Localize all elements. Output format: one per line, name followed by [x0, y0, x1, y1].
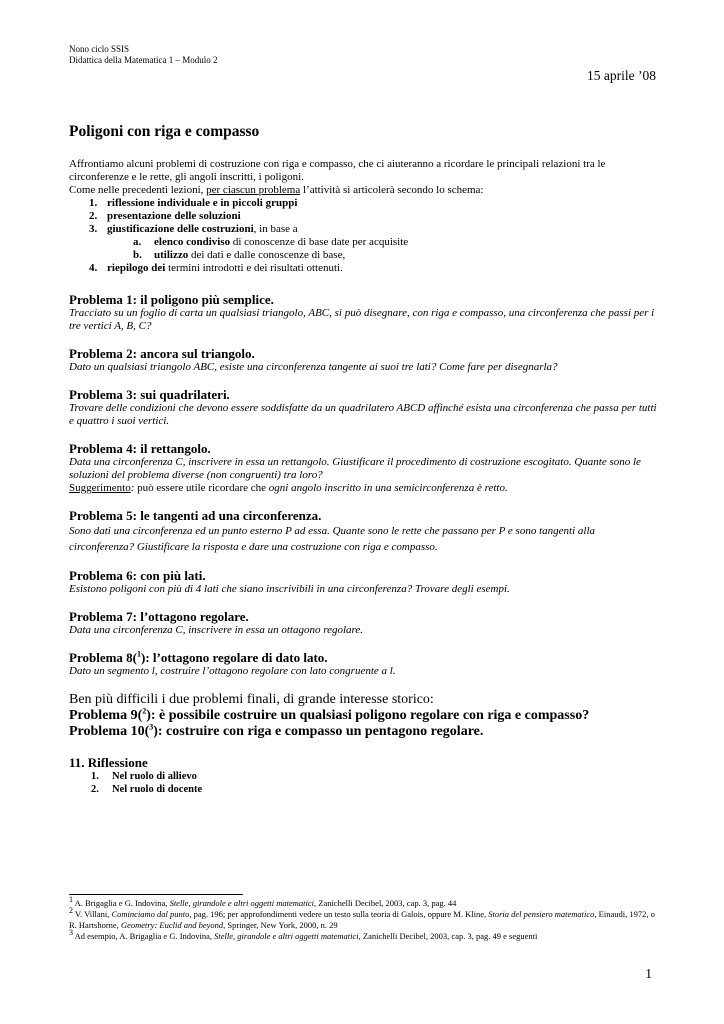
footnote-text: Zanichelli Decibel, 2003, cap. 3, pag. 49 e seguenti	[360, 931, 538, 941]
header-line-2: Didattica della Matematica 1 – Modulo 2	[69, 55, 218, 65]
problem-description: Data una circonferenza C, inscrivere in essa un ottagono regolare.	[69, 624, 364, 636]
reflection-section	[69, 755, 661, 796]
problem-description: Dato un qualsiasi triangolo ABC, esiste una circonferenza tangente ai suoi tre lati? Come fare per disegnarla?	[69, 361, 558, 373]
footnote-3	[69, 928, 657, 942]
problem-title: Problema 5: le tangenti ad una circonferenza.	[69, 508, 322, 523]
step-item	[69, 197, 661, 210]
page-header	[69, 44, 217, 66]
substep-item	[69, 249, 661, 262]
problem-description: Dato un segmento l, costruire l’ottagono regolare con lato congruente a l.	[69, 665, 396, 677]
hint-label: Suggerimento	[69, 482, 131, 494]
footnote-text: Zanichelli Decibel, 2003, cap. 3, pag. 44	[316, 898, 457, 908]
substep-number: b.	[133, 249, 142, 261]
substep-number: a.	[133, 236, 142, 248]
reflection-list	[69, 770, 661, 796]
problem-9	[69, 708, 661, 724]
hint-colon: :	[130, 482, 135, 494]
title-part: ): l’ottagono regolare di dato lato.	[141, 650, 328, 665]
step-item	[69, 262, 661, 275]
footnote-ref: 1	[137, 649, 141, 659]
problem-5	[69, 508, 661, 555]
footnote-italic: Stelle, girandole e altri oggetti matematici,	[169, 898, 317, 908]
intro-underlined: per ciascun problema	[206, 184, 301, 196]
intro-text: Come nelle precedenti lezioni,	[69, 184, 207, 196]
step-bold: riflessione individuale e in piccoli gruppi	[107, 197, 298, 209]
step-bold: riepilogo dei	[107, 262, 166, 274]
intro-paragraph: Affrontiamo alcuni problemi di costruzione con riga e compasso, che ci aiuteranno a ricordare le principali relazioni tra le circonferenze e le rette, gli angoli inscritti, i poligoni.	[69, 158, 606, 183]
header-line-1: Nono ciclo SSIS	[69, 44, 130, 54]
step-number: 2.	[89, 210, 98, 222]
step-item	[69, 223, 661, 262]
step-bold: giustificazione delle costruzioni	[107, 223, 254, 235]
footnote-text: A. Brigaglia e G. Indovina,	[73, 898, 170, 908]
problem-title: Problema 7: l’ottagono regolare.	[69, 609, 249, 624]
intro-scheme-line	[69, 184, 661, 197]
problem-10	[69, 724, 661, 740]
footnote-italic: Stelle, girandole e altri oggetti matematici,	[214, 931, 361, 941]
problem-1	[69, 292, 661, 333]
footnote-italic: Storia del pensiero matematico,	[488, 909, 597, 919]
footnote-2	[69, 906, 657, 931]
reflection-title: 11. Riflessione	[69, 755, 148, 770]
title-part: ): è possibile costruire un qualsiasi poligono regolare con riga e compasso?	[146, 708, 590, 723]
step-rest: termini introdotti e dei risultati ottenuti.	[165, 262, 343, 274]
page-number: 1	[645, 966, 652, 981]
step-bold: presentazione delle soluzioni	[107, 210, 241, 222]
substep-bold: utilizzo	[154, 249, 189, 261]
footnote-ref: 2	[142, 706, 147, 716]
reflection-item	[69, 770, 661, 783]
substep-bold: elenco condiviso	[154, 236, 231, 248]
problem-7	[69, 609, 661, 637]
footnotes	[69, 895, 657, 942]
hint-italic: ogni angolo inscritto in una semicirconferenza è retto.	[268, 482, 508, 494]
problem-8	[69, 650, 661, 678]
problem-hint	[69, 482, 661, 495]
problem-title: Problema 3: sui quadrilateri.	[69, 387, 230, 402]
footnote-ref: 3	[149, 722, 154, 732]
title-part: Problema 10(	[69, 724, 150, 739]
step-number: 3.	[89, 223, 98, 235]
problem-2	[69, 346, 661, 374]
footnote-italic: Cominciamo dal punto	[111, 909, 190, 919]
item-text: Nel ruolo di docente	[112, 784, 203, 795]
title-part: Problema 9(	[69, 708, 143, 723]
reflection-item	[69, 783, 661, 796]
footnote-text: Einaudi, 1972, o R. Hartshorne,	[69, 909, 655, 930]
problem-4	[69, 441, 661, 495]
intro-text: l’attività si articolerà secondo lo schema:	[300, 184, 484, 196]
intro-section	[69, 158, 661, 275]
footnote-number: 2	[69, 906, 73, 916]
finals-intro: Ben più difficili i due problemi finali, di grande interesse storico:	[69, 692, 434, 707]
problem-title: Problema 4: il rettangolo.	[69, 441, 211, 456]
main-content	[69, 123, 661, 796]
problem-title	[69, 650, 661, 665]
substep-rest: dei dati e dalle conoscenze di base,	[188, 249, 346, 261]
document-date: 15 aprile ’08	[587, 68, 656, 83]
hint-text: può essere utile ricordare che	[134, 482, 269, 494]
problem-description: Sono dati una circonferenza ed un punto esterno P ad essa. Quante sono le rette che passano per P e sono tangenti alla circonferenza? Giustificare la risposta e dare una costruzione con riga e compasso.	[69, 525, 596, 553]
step-rest: , in base a	[253, 223, 298, 235]
footnote-text: Ad esempio, A. Brigaglia e G. Indovina,	[73, 931, 215, 941]
steps-list	[69, 197, 661, 275]
footnote-number: 3	[69, 928, 73, 938]
substep-rest: di conoscenze di base date per acquisite	[230, 236, 409, 248]
footnote-1	[69, 895, 657, 909]
problem-description: Trovare delle condizioni che devono essere soddisfatte da un quadrilatero ABCD affinché esista una circonferenza che passa per tutti e quattro i suoi vertici.	[69, 402, 657, 427]
footnote-number: 1	[69, 895, 73, 905]
problem-title: Problema 2: ancora sul triangolo.	[69, 346, 255, 361]
substeps-list	[69, 236, 661, 262]
item-number: 1.	[91, 771, 99, 782]
title-part: ): costruire con riga e compasso un pentagono regolare.	[153, 724, 484, 739]
step-number: 4.	[89, 262, 98, 274]
item-number: 2.	[91, 784, 99, 795]
footnote-divider	[69, 894, 243, 895]
final-problems	[69, 692, 661, 740]
problem-description: Esistono poligoni con più di 4 lati che siano inscrivibili in una circonferenza? Trovare degli esempi.	[69, 583, 510, 595]
step-item	[69, 210, 661, 223]
footnote-text: V. Villani,	[73, 909, 112, 919]
problem-3	[69, 387, 661, 428]
step-number: 1.	[89, 197, 98, 209]
item-text: Nel ruolo di allievo	[112, 771, 197, 782]
footnote-text: , Springer, New York, 2000, n. 29	[223, 920, 338, 930]
footnote-italic: Geometry: Euclid and beyond	[120, 920, 224, 930]
problem-title: Problema 6: con più lati.	[69, 568, 206, 583]
problem-description: Data una circonferenza C, inscrivere in essa un rettangolo. Giustificare il procedimento di costruzione escogitato. Quante sono le soluzioni del problema diverse (non congruenti) tra loro?	[69, 456, 641, 481]
footnote-text: , pag. 196; per approfondimenti vedere un testo sulla teoria di Galois, oppure M. Kline,	[189, 909, 489, 919]
page-title: Poligoni con riga e compasso	[69, 123, 260, 140]
problem-6	[69, 568, 661, 596]
problem-description: Tracciato su un foglio di carta un qualsiasi triangolo, ABC, si può disegnare, con riga e compasso, una circonferenza che passi per i tre vertici A, B, C?	[69, 307, 655, 332]
substep-item	[69, 236, 661, 249]
problem-title: Problema 1: il poligono più semplice.	[69, 292, 274, 307]
title-part: Problema 8(	[69, 650, 137, 665]
